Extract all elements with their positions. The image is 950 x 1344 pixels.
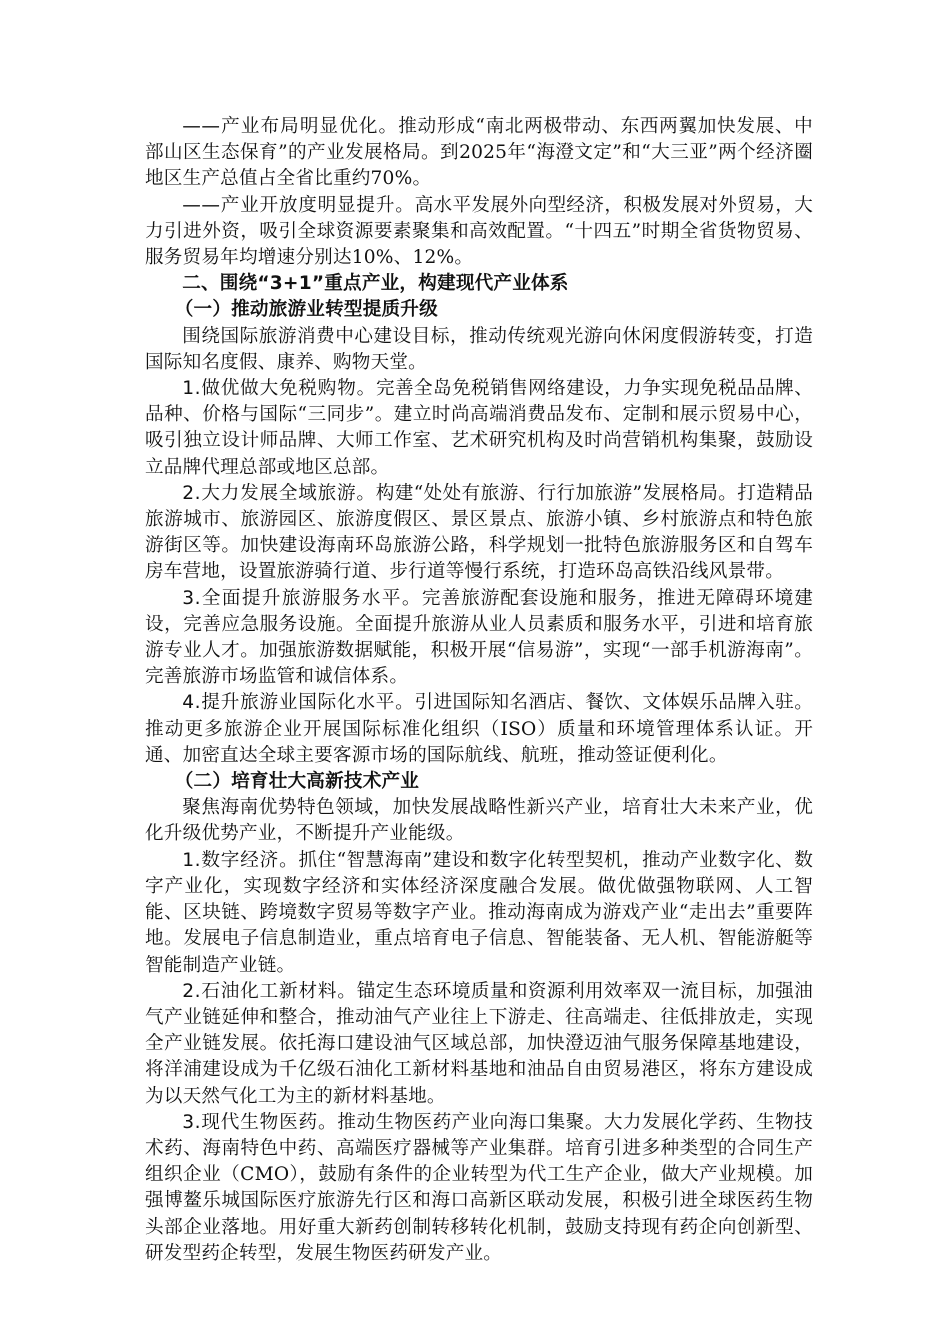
paragraph-text: 引进国际知名酒店、餐饮、文体娱乐品牌入驻。推动更多旅游企业开展国际标准化组织（ISO）质量和环境管理体系认证。开通、加密直达全球主要客源市场的国际航线、航班，推动签证便利化。 [145,692,814,766]
paragraph-text: 推动生物医药产业向海口集聚。大力发展化学药、生物技术药、海南特色中药、高端医疗器械等产业集群。培育引进多种类型的合同生产组织企业（CMO），鼓励有条件的企业转型为代工生产企业，做大产业规模。加强博鳌乐城国际医疗旅游先行区和海口高新区联动发展，积极引进全球医药生物头部企业落地。用好重大新药创制转移转化机制，鼓励支持现有药企向创新型、研发型药企转型，发展生物医药研发产业。 [145,1111,813,1264]
paragraph-hightech-intro [145,795,813,847]
paragraph-lead: 1.做优做大免税购物。 [182,378,377,400]
paragraph-biomedicine [145,1110,813,1267]
paragraph-text: 锚定生态环境质量和资源利用效率双一流目标，加强油气产业链延伸和整合，推动油气产业往上下游走、往高端走、往低排放走，实现全产业链发展。依托海口建设油气区域总部，加快澄迈油气服务保障基地建设，将洋浦建设成为千亿级石油化工新材料基地和油品自由贸易港区，将东方建设成为以天然气化工为主的新材料基地。 [145,980,813,1107]
paragraph-all-region-tourism [145,481,813,586]
paragraph-lead: 1.数字经济。 [182,849,299,871]
paragraph-text: 推动形成“南北两极带动、东西两翼加快发展、中部山区生态保育”的产业发展格局。到2025年“海澄文定”和“大三亚”两个经济圈地区生产总值占全省比重约70%。 [145,116,813,190]
paragraph-text: 聚焦海南优势特色领域，加快发展战略性新兴产业，培育壮大未来产业，优化升级优势产业，不断提升产业能级。 [145,797,813,845]
paragraph-tourism-service [145,586,813,691]
paragraph-lead: ——产业开放度明显提升。 [182,194,415,216]
paragraph-duty-free [145,376,813,481]
paragraph-industry-openness [145,193,813,272]
paragraph-petrochemical [145,979,813,1110]
paragraph-text: 完善全岛免税销售网络建设，力争实现免税品品牌、品种、价格与国际“三同步”。建立时尚高端消费品发布、定制和展示贸易中心，吸引独立设计师品牌、大师工作室、艺术研究机构及时尚营销机构集聚，鼓励设立品牌代理总部或地区总部。 [145,378,813,478]
paragraph-lead: ——产业布局明显优化。 [182,116,399,137]
paragraph-text: 高水平发展外向型经济，积极发展对外贸易，大力引进外资，吸引全球资源要素聚集和高效配置。“十四五”时期全省货物贸易、服务贸易年均增速分别达10%、12%。 [145,194,813,269]
paragraph-text: 构建“处处有旅游、行行加旅游”发展格局。打造精品旅游城市、旅游园区、旅游度假区、景区景点、旅游小镇、乡村旅游点和特色旅游街区等。加快建设海南环岛旅游公路，科学规划一批特色旅游服务区和自驾车房车营地，设置旅游骑行道、步行道等慢行系统，打造环岛高铁沿线风景带。 [145,482,814,583]
paragraph-lead: 2.大力发展全域旅游。 [182,482,376,504]
paragraph-tourism-international [145,690,813,769]
subsection-heading-tourism: （一）推动旅游业转型提质升级 [174,299,438,321]
document-page [145,114,813,1267]
paragraph-tourism-intro [145,324,813,376]
section-heading: 二、围绕“3+1”重点产业，构建现代产业体系 [182,273,569,295]
paragraph-lead: 3.全面提升旅游服务水平。 [182,587,422,609]
paragraph-industry-layout [145,114,813,193]
paragraph-lead: 2.石油化工新材料。 [182,980,357,1002]
paragraph-digital-economy [145,848,813,979]
paragraph-text: 围绕国际旅游消费中心建设目标，推动传统观光游向休闲度假游转变，打造国际知名度假、康养、购物天堂。 [145,325,813,373]
subsection-heading-hightech: （二）培育壮大高新技术产业 [174,771,420,793]
paragraph-lead: 4.提升旅游业国际化水平。 [182,692,415,714]
paragraph-text: 抓住“智慧海南”建设和数字化转型契机，推动产业数字化、数字产业化，实现数字经济和实体经济深度融合发展。做优做强物联网、人工智能、区块链、跨境数字贸易等数字产业。推动海南成为游戏产业“走出去”重要阵地。发展电子信息制造业，重点培育电子信息、智能装备、无人机、智能游艇等智能制造产业链。 [145,849,813,976]
paragraph-lead: 3.现代生物医药。 [182,1111,338,1133]
paragraph-text: 完善旅游配套设施和服务，推进无障碍环境建设，完善应急服务设施。全面提升旅游从业人员素质和服务水平，引进和培育旅游专业人才。加强旅游数据赋能，积极开展“信易游”，实现“一部手机游海南”。完善旅游市场监管和诚信体系。 [145,587,813,688]
